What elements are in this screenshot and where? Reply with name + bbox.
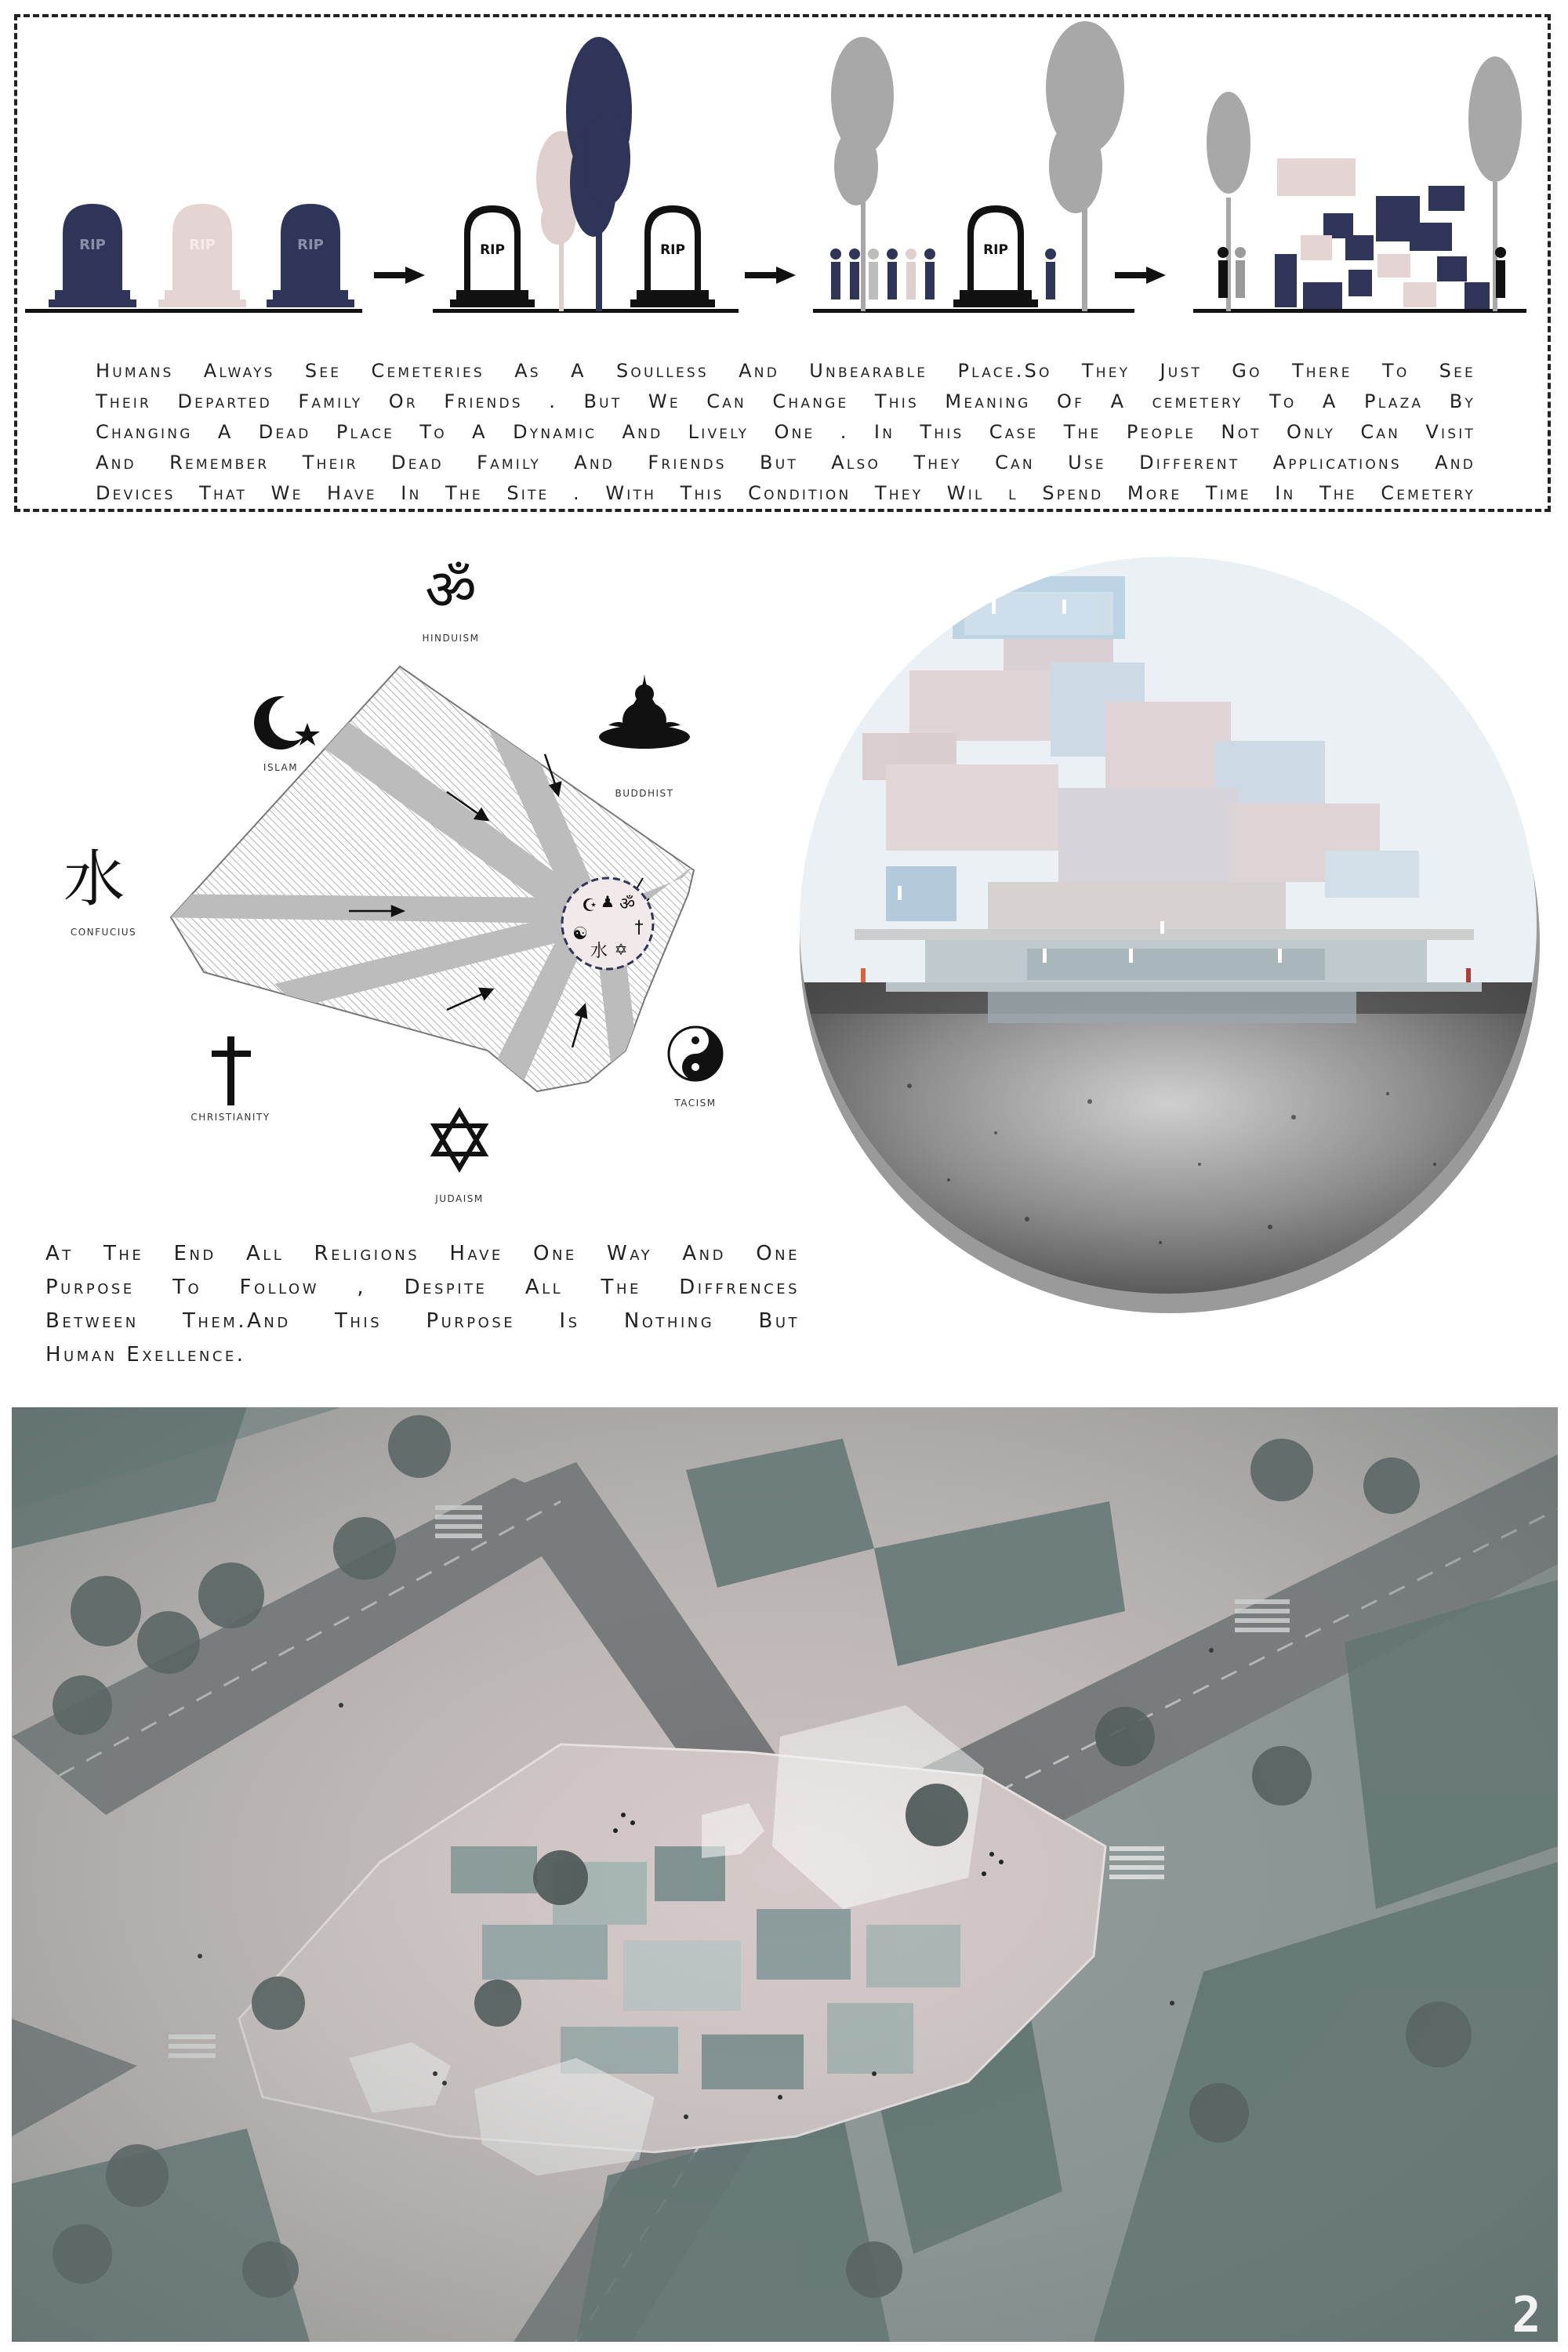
- tree-icon: [566, 37, 632, 311]
- concept-description: [96, 356, 1475, 509]
- person-icon: [830, 249, 841, 299]
- text-line: Purpose To Follow , Despite All The Diffrences: [45, 1276, 800, 1299]
- star-of-david-icon: [434, 1112, 485, 1154]
- tombstone-icon: [158, 204, 246, 307]
- tombstone-icon: [49, 204, 136, 307]
- site-plan: [31, 549, 808, 1215]
- cross-icon: [227, 1036, 234, 1105]
- tombstone-icon: [953, 205, 1038, 307]
- confucius-label: CONFUCIUS: [70, 927, 137, 938]
- religion-description: [45, 1237, 800, 1372]
- christianity-symbol: [212, 1036, 251, 1105]
- arrow-icon: [1115, 267, 1166, 284]
- page-number: 2: [1512, 2286, 1541, 2343]
- water-character-icon: 水: [590, 942, 608, 961]
- tacism-label: TACISM: [674, 1098, 717, 1109]
- person-icon: [1495, 247, 1506, 298]
- islam-symbol: [254, 695, 320, 750]
- rip-label: RIP: [79, 237, 106, 253]
- yin-yang-icon: ☯: [572, 924, 588, 944]
- tree-icon: [1046, 21, 1124, 311]
- buddha-icon: ♟: [601, 892, 615, 911]
- text-line: Humans Always See Cemeteries As A Soulless And Unbearable Place.So They Just Go There To See: [96, 360, 1475, 382]
- hinduism-label: HINDUISM: [422, 633, 480, 644]
- rip-label: RIP: [189, 237, 216, 253]
- buddhist-label: BUDDHIST: [615, 788, 674, 799]
- concept-strip: [17, 17, 1548, 347]
- person-icon: [887, 249, 898, 299]
- religion-diagram: [31, 549, 808, 1215]
- person-icon: [868, 249, 879, 299]
- om-icon: ॐ: [425, 557, 477, 622]
- rip-label: RIP: [983, 242, 1008, 258]
- tacism-symbol: [669, 1027, 722, 1080]
- text-line: At The End All Religions Have One Way And One: [45, 1242, 800, 1265]
- text-line: And Remember Their Dead Family And Friends But Also They Can Use Different Applications And: [96, 452, 1475, 474]
- text-line: Human Exellence.: [45, 1343, 246, 1367]
- text-line: Devices That We Have In The Site . With This Condition They Wil l Spend More Time In The Cemetery: [96, 482, 1475, 504]
- stage-3-people-tomb: [813, 21, 1134, 313]
- person-icon: [1235, 247, 1246, 298]
- person-icon: [1218, 247, 1229, 298]
- judaism-label: JUDAISM: [435, 1193, 484, 1204]
- person-icon: [906, 249, 916, 299]
- judaism-symbol: [434, 1112, 485, 1168]
- crescent-star-icon: ☪: [582, 896, 597, 916]
- aerial-render: [12, 1407, 1558, 2342]
- rip-label: RIP: [297, 237, 324, 253]
- person-icon: [924, 249, 935, 299]
- aerial-view: [12, 1407, 1558, 2342]
- arrow-icon: [745, 267, 796, 284]
- section-circle: [792, 553, 1544, 1321]
- hinduism-symbol: [425, 557, 477, 622]
- concept-panel: [14, 14, 1551, 512]
- arrow-icon: [374, 267, 425, 284]
- person-icon: [1045, 249, 1056, 299]
- tombstone-icon: [630, 205, 715, 307]
- om-icon: ॐ: [619, 895, 636, 914]
- tree-icon: [1468, 56, 1522, 311]
- cross-icon: †: [634, 918, 644, 938]
- confucius-symbol: [64, 844, 125, 915]
- text-line: Between Them.And This Purpose Is Nothing But: [45, 1309, 800, 1333]
- text-line: Their Departed Family Or Friends . But We Can Change This Meaning Of A cemetery To A Plaza By: [96, 390, 1475, 412]
- text-line: Changing A Dead Place To A Dynamic And Lively One . In This Case The People Not Only Can Visit: [96, 421, 1475, 443]
- water-character-icon: 水: [63, 844, 125, 915]
- stage-2-tombs-trees: [433, 37, 739, 313]
- rip-label: RIP: [660, 242, 685, 258]
- tombstone-icon: [450, 205, 535, 307]
- islam-label: ISLAM: [263, 762, 299, 773]
- christianity-label: CHRISTIANITY: [191, 1112, 270, 1123]
- rip-label: RIP: [480, 242, 505, 258]
- buddhist-symbol: [599, 674, 690, 749]
- stage-4-plaza: [1193, 56, 1526, 313]
- tombstone-icon: [267, 204, 354, 307]
- stage-1-tombstones: [25, 204, 362, 313]
- person-icon: [849, 249, 860, 299]
- star-of-david-icon: ✡: [614, 940, 628, 959]
